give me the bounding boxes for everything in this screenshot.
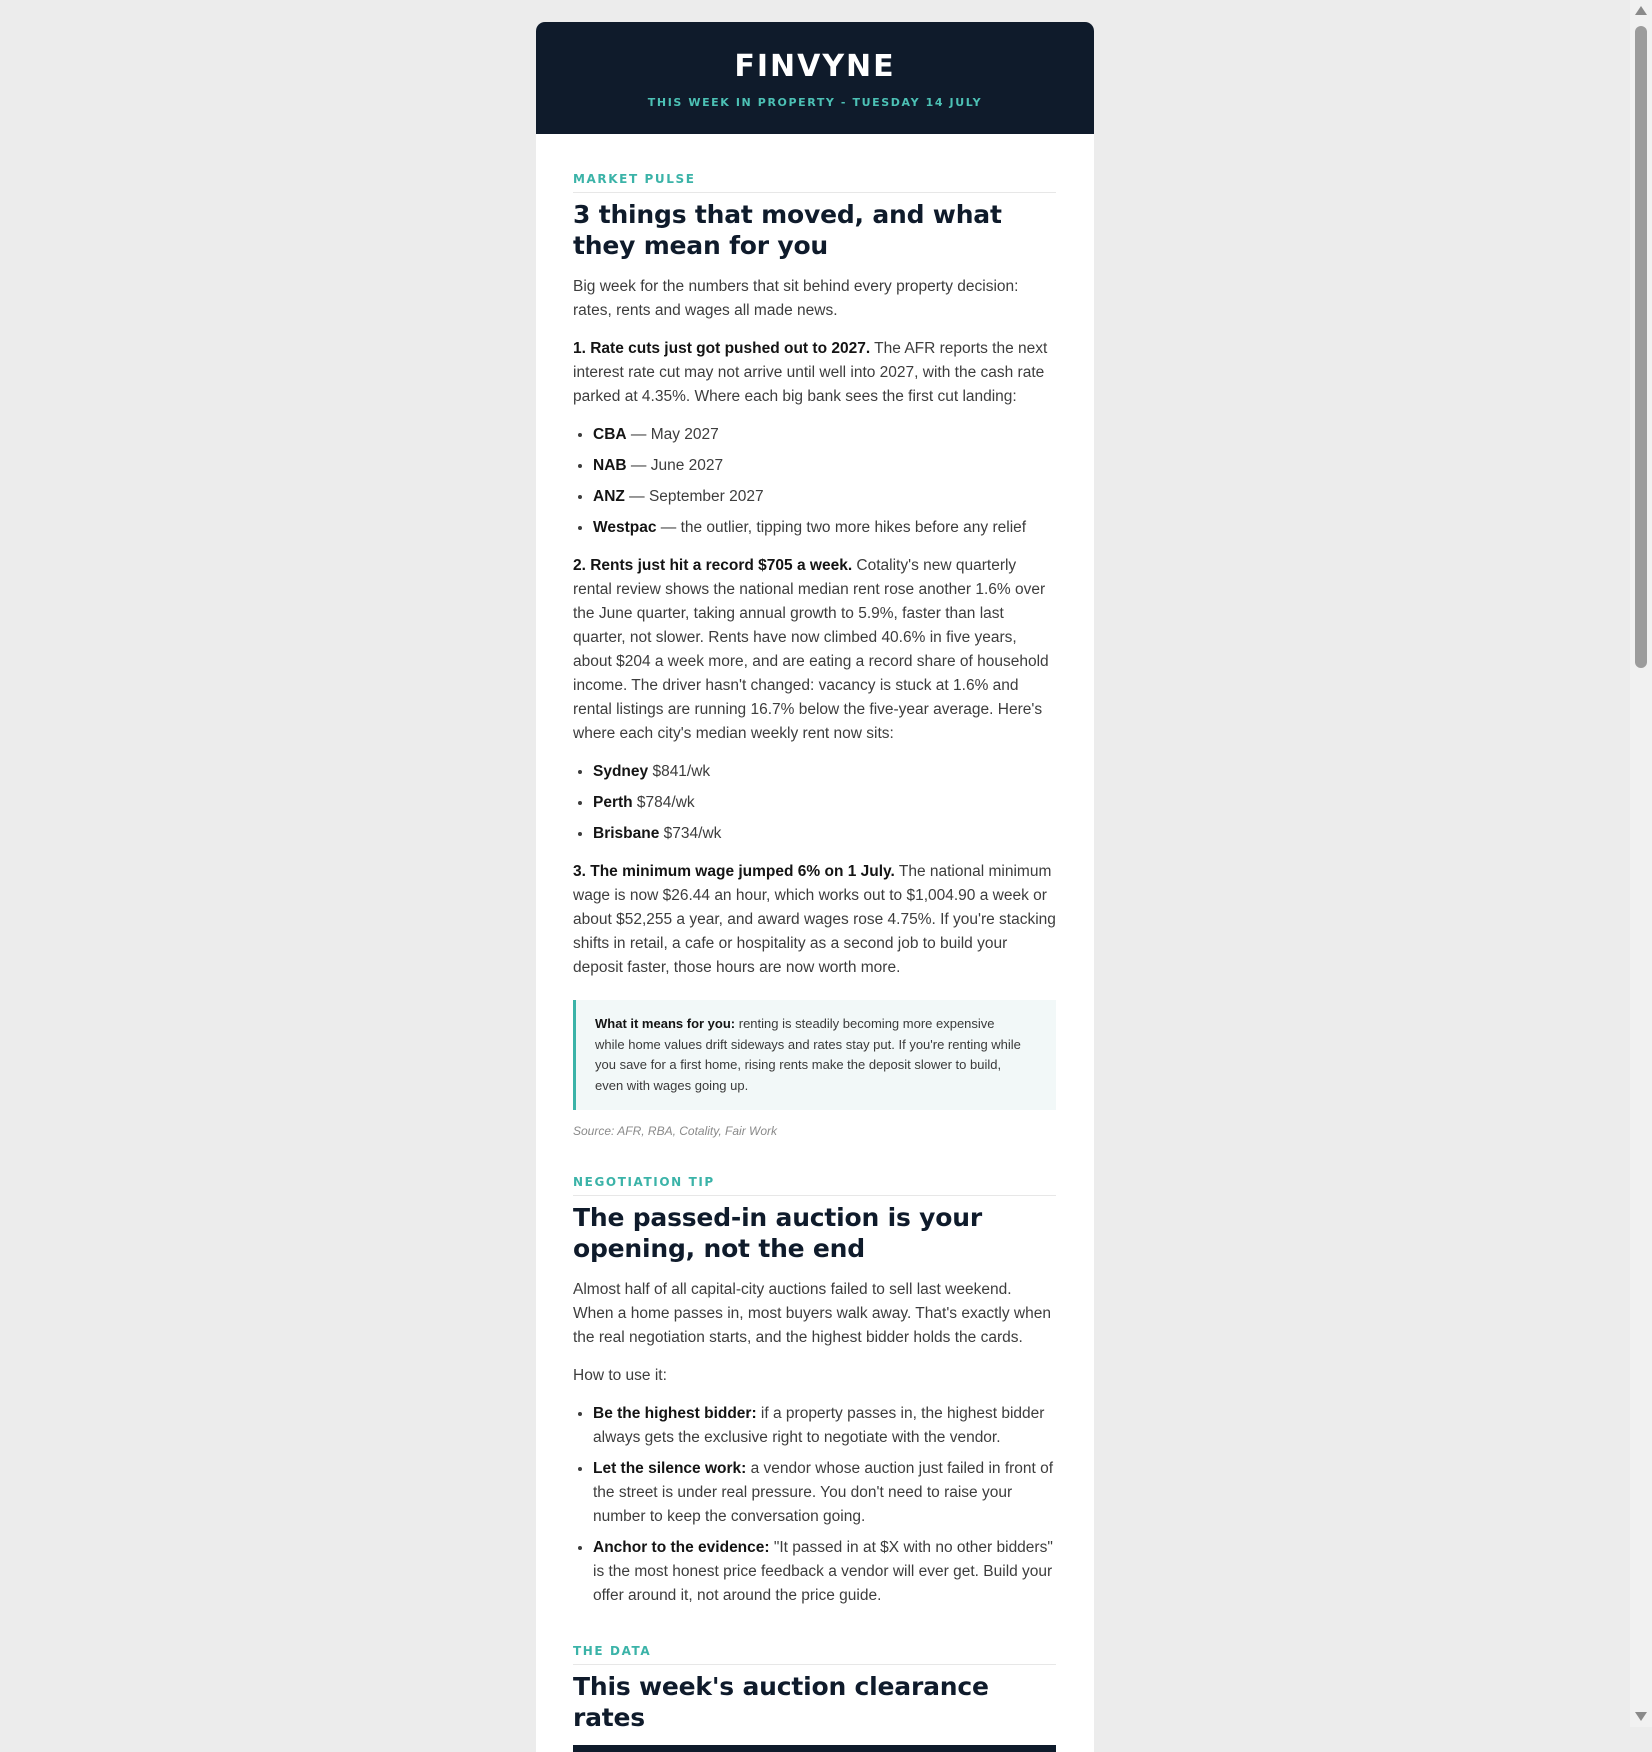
how-to-use-label: How to use it: (573, 1367, 667, 1385)
list-item (593, 791, 1056, 815)
tip-text: "It passed in at $X with no other bidders" is the most honest price feedback a vendor will ever get. Build your offer around it, not around the price guide. (593, 1539, 1053, 1605)
negotiation-intro: Almost half of all capital-city auctions failed to sell last weekend. When a home passes in, most buyers walk away. That's exactly when the real negotiation starts, and the highest bidder holds the cards. (573, 1281, 1051, 1347)
city-rent-list (573, 760, 1056, 846)
bank-forecast: — June 2027 (626, 457, 724, 474)
item-rate-cuts-body: The AFR reports the next interest rate cut may not arrive until well into 2027, with the cash rate parked at 4.35%. Where each big bank sees the first cut landing: (573, 340, 1048, 405)
list-item (593, 516, 1056, 540)
bank-forecast: — May 2027 (626, 426, 719, 443)
brand-logo-text: FINVYNE (734, 49, 896, 84)
bank-forecast: — the outlier, tipping two more hikes before any relief (656, 519, 1027, 536)
callout-body: renting is steadily becoming more expensive while home values drift sideways and rates stay put. If you're renting while you save for a first home, rising rents make the deposit slower to build, even with wages going up. (595, 1016, 1021, 1093)
item-rents-body: Cotality's new quarterly rental review shows the national median rent rose another 1.6% over the June quarter, taking annual growth to 5.9%, faster than last quarter, not slower. Rents have now climbed 40.6% in five years, about $204 a week more, and are eating a record share of household income. The driver hasn't changed: vacancy is stuck at 1.6% and rental listings are running 16.7% below the five-year average. Here's where each city's median weekly rent now sits: (573, 557, 1049, 742)
clearance-table-header (573, 1745, 1056, 1752)
item-minimum-wage-lead: 3. The minimum wage jumped 6% on 1 July. (573, 863, 895, 880)
tip-text: a vendor whose auction just failed in front of the street is under real pressure. You don't need to raise your number to keep the conversation going. (593, 1460, 1054, 1526)
list-item (593, 1402, 1056, 1450)
callout-text (595, 1014, 1024, 1096)
item-rate-cuts (573, 337, 1056, 409)
list-item (593, 454, 1056, 478)
tip-lead: Anchor to the evidence: (593, 1539, 770, 1557)
market-pulse-intro: Big week for the numbers that sit behind every property decision: rates, rents and wages all made news. (573, 278, 1019, 319)
city-rent: $784/wk (632, 794, 695, 811)
bank-forecast: — September 2027 (624, 488, 764, 505)
callout-lead: What it means for you: (595, 1016, 736, 1031)
section-label-market-pulse: MARKET PULSE (573, 172, 1056, 193)
negotiation-tips-list (573, 1402, 1056, 1608)
source-note: Source: AFR, RBA, Cotality, Fair Work (573, 1124, 778, 1139)
list-item (593, 485, 1056, 509)
bank-name: CBA (593, 426, 627, 443)
what-it-means-callout (573, 1000, 1056, 1110)
city-rent: $841/wk (648, 763, 711, 780)
newsletter-header (536, 22, 1094, 134)
item-rate-cuts-lead: 1. Rate cuts just got pushed out to 2027. (573, 340, 871, 357)
city-name: Perth (593, 794, 633, 811)
item-rents (573, 554, 1056, 746)
data-section-title: This week's auction clearance rates (573, 1672, 989, 1733)
negotiation-title: The passed-in auction is your opening, not the end (573, 1203, 982, 1264)
item-minimum-wage (573, 860, 1056, 980)
scrollbar-thumb[interactable] (1635, 26, 1647, 668)
bank-name: ANZ (593, 488, 625, 505)
list-item (593, 1457, 1056, 1529)
newsletter (536, 22, 1094, 1752)
list-item (593, 423, 1056, 447)
section-label-negotiation-tip: NEGOTIATION TIP (573, 1175, 1056, 1196)
tip-text: if a property passes in, the highest bidder always gets the exclusive right to negotiate with the vendor. (593, 1405, 1045, 1447)
tip-lead: Let the silence work: (593, 1460, 747, 1478)
list-item (593, 822, 1056, 846)
bank-list (573, 423, 1056, 540)
item-rents-lead: 2. Rents just hit a record $705 a week. (573, 557, 853, 574)
scroll-down-arrow-icon[interactable] (1635, 1712, 1647, 1721)
list-item (593, 1536, 1056, 1608)
page-scrollbar[interactable] (1630, 0, 1652, 1727)
bank-name: Westpac (593, 519, 657, 536)
city-rent: $734/wk (659, 825, 722, 842)
tip-lead: Be the highest bidder: (593, 1405, 757, 1423)
city-name: Brisbane (593, 825, 660, 842)
city-name: Sydney (593, 763, 649, 780)
market-pulse-title: 3 things that moved, and what they mean for you (573, 200, 1002, 260)
list-item (593, 760, 1056, 784)
item-minimum-wage-body: The national minimum wage is now $26.44 an hour, which works out to $1,004.90 a week or about $52,255 a year, and award wages rose 4.75%. If you're stacking shifts in retail, a cafe or hospitality as a second job to build your deposit faster, those hours are now worth more. (573, 863, 1056, 976)
bank-name: NAB (593, 457, 627, 474)
newsletter-body (536, 134, 1094, 1752)
issue-tagline: THIS WEEK IN PROPERTY - TUESDAY 14 JULY (647, 96, 983, 109)
section-label-the-data: THE DATA (573, 1644, 1056, 1665)
scroll-up-arrow-icon[interactable] (1635, 6, 1647, 15)
